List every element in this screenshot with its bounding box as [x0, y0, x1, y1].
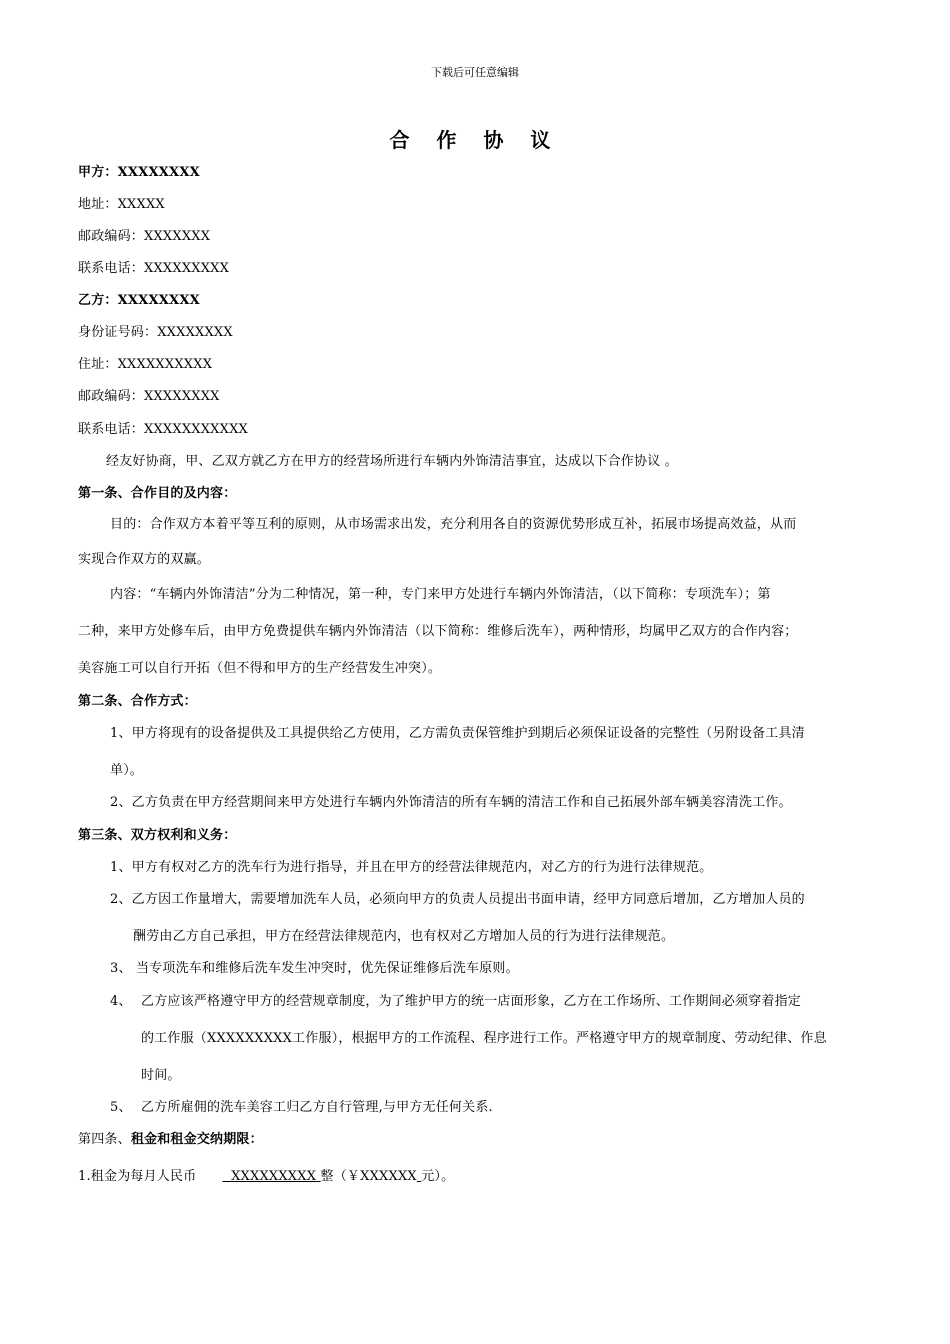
rent-prefix: 1.租金为每月人民币 — [78, 1169, 197, 1184]
article3-item5-number: 5、 — [110, 1100, 132, 1115]
article3-item2-line2: 酬劳由乙方自己承担，甲方在经营法律规范内，也有权对乙方增加人员的行为进行法律规范。 — [133, 929, 675, 944]
party-a-name: XXXXXXXX — [117, 165, 200, 180]
article3-item2-line1: 2、乙方因工作量增大，需要增加洗车人员，必须向甲方的负责人员提出书面申请，经甲方同意后增加，乙方增加人员的 — [110, 892, 805, 907]
article2-item2: 2、乙方负责在甲方经营期间来甲方处进行车辆内外饰清洁的所有车辆的清洁工作和自己拓展外部车辆美容清洗工作。 — [110, 795, 792, 810]
article3-heading: 第三条、双方权利和义务： — [78, 828, 237, 843]
party-a-label: 甲方： — [78, 165, 118, 180]
party-b-postal: 邮政编码：XXXXXXXX — [78, 389, 220, 404]
party-b-line — [78, 293, 864, 309]
article2-heading: 第二条、合作方式： — [78, 694, 197, 709]
article1-content-line3: 美容施工可以自行开拓（但不得和甲方的生产经营发生冲突）。 — [78, 661, 442, 676]
rent-amount-value: XXXXXXXXX — [231, 1169, 317, 1184]
article3-item1: 1、甲方有权对乙方的洗车行为进行指导，并且在甲方的经营法律规范内，对乙方的行为进行法律规范。 — [110, 860, 713, 875]
rent-amount — [222, 1169, 320, 1184]
article3-item4-line2: 的工作服（XXXXXXXXX工作服），根据甲方的工作流程、程序进行工作。严格遵守甲方的规章制度、劳动纪律、作息 — [141, 1031, 827, 1046]
article1-content-line2: 二种，来甲方处修车后，由甲方免费提供车辆内外饰清洁（以下简称：维修后洗车），两种情形，均属甲乙双方的合作内容； — [78, 624, 798, 639]
article4-heading-bold: 租金和租金交纳期限： — [130, 1132, 263, 1147]
party-b-phone: 联系电话：XXXXXXXXXXX — [78, 422, 249, 437]
party-b-id: 身份证号码：XXXXXXXX — [78, 325, 233, 340]
article4-heading — [78, 1132, 864, 1148]
document-title: 合 作 协 议 — [389, 128, 561, 152]
article4-heading-plain: 第四条、 — [78, 1132, 131, 1147]
article2-item1-line2: 单）。 — [110, 763, 144, 778]
article1-purpose-line2: 实现合作双方的双赢。 — [78, 552, 211, 567]
party-b-label: 乙方： — [78, 293, 118, 308]
party-b-name: XXXXXXXX — [117, 293, 200, 308]
article3-item3: 3、 当专项洗车和维修后洗车发生冲突时，优先保证维修后洗车原则。 — [110, 961, 519, 976]
article3-item4-line3: 时间。 — [141, 1068, 181, 1083]
rent-mid: 整（￥XXXXXX — [320, 1169, 417, 1184]
article3-item4-number: 4、 — [110, 994, 132, 1009]
party-a-postal: 邮政编码：XXXXXXX — [78, 229, 211, 244]
article1-purpose-line1: 目的：合作双方本着平等互利的原则，从市场需求出发，充分利用各自的资源优势形成互补，拓展市场提高效益，从而 — [110, 517, 797, 532]
article3-item4-line1: 乙方应该严格遵守甲方的经营规章制度，为了维护甲方的统一店面形象，乙方在工作场所、工作期间必须穿着指定 — [141, 994, 802, 1009]
article3-item5: 乙方所雇佣的洗车美容工归乙方自行管理,与甲方无任何关系. — [141, 1100, 493, 1115]
article2-item1-line1: 1、甲方将现有的设备提供及工具提供给乙方使用，乙方需负责保管维护到期后必须保证设备的完整性（另附设备工具清 — [110, 726, 805, 741]
party-b-residence: 住址：XXXXXXXXXX — [78, 357, 213, 372]
party-a-address: 地址：XXXXX — [78, 197, 165, 212]
article1-heading: 第一条、合作目的及内容： — [78, 486, 237, 501]
rent-suffix: 元）。 — [421, 1169, 455, 1184]
party-a-line — [78, 165, 864, 181]
intro-paragraph: 经友好协商，甲、乙双方就乙方在甲方的经营场所进行车辆内外饰清洁事宜，达成以下合作协议 。 — [106, 454, 678, 469]
header-note: 下载后可任意编辑 — [431, 66, 519, 79]
article4-item1 — [78, 1169, 864, 1185]
article1-content-line1: 内容：“车辆内外饰清洁”分为二种情况，第一种，专门来甲方处进行车辆内外饰清洁，（以下简称：专项洗车）；第 — [110, 587, 771, 602]
party-a-phone: 联系电话：XXXXXXXXX — [78, 261, 230, 276]
